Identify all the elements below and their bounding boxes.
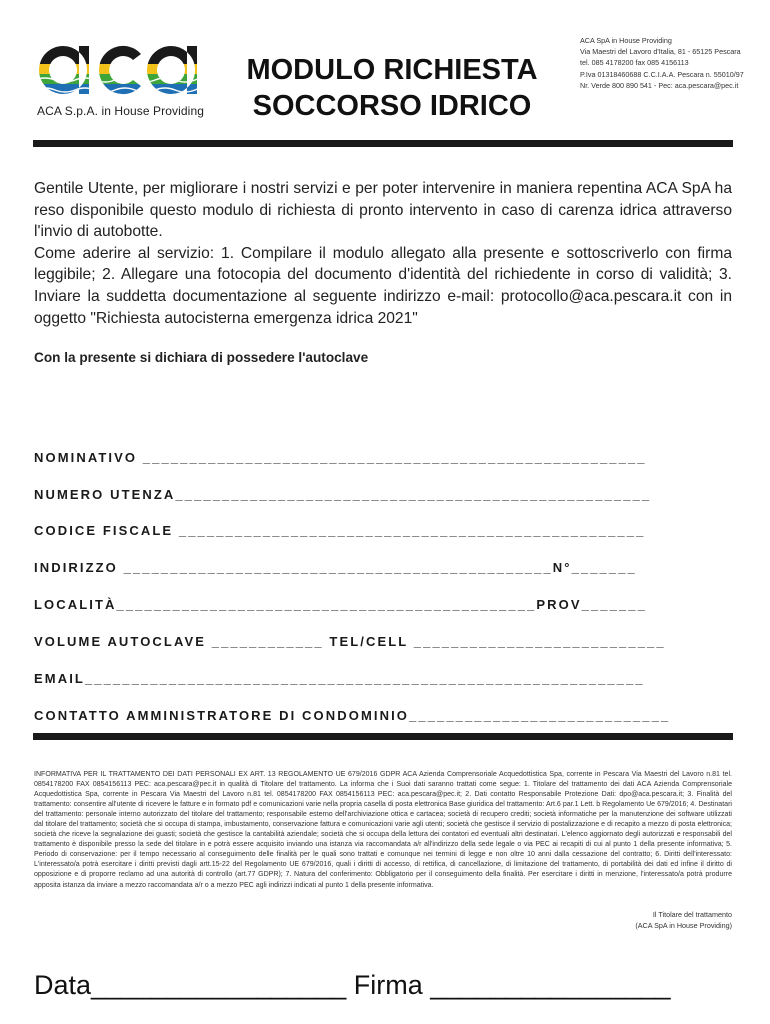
field-indirizzo[interactable]: INDIRIZZO ______________________________________________N°_______ — [34, 560, 637, 575]
company-line: Via Maestri del Lavoro d'Italia, 81 - 65125 Pescara — [580, 47, 741, 57]
logo-subtitle: ACA S.p.A. in House Providing — [37, 104, 204, 118]
field-nominativo[interactable]: NOMINATIVO ______________________________________________________ — [34, 450, 647, 465]
field-amministratore[interactable]: CONTATTO AMMINISTRATORE DI CONDOMINIO____________________________ — [34, 708, 671, 723]
field-numero-utenza[interactable]: NUMERO UTENZA___________________________________________________ — [34, 487, 652, 502]
divider-top — [33, 140, 733, 147]
company-line: ACA SpA in House Providing — [580, 36, 672, 45]
privacy-notice: INFORMATIVA PER IL TRATTAMENTO DEI DATI PERSONALI EX ART. 13 REGOLAMENTO UE 679/2016 GDPR ACA Azienda Comprensoriale Acquedottistica Spa, corrente in Pescara Via Maestri del Lavoro n.81 tel. 0854178200 FAX 0854156113 PEC: aca.pescara@pec.it in qualità di Titolare del trattamento. La informa che i Suoi dati saranno trattati come segue: 1. Titolare del trattamento dei dati ACA Azienda Comprensoriale Acquedottistica Spa, corrente in Pescara Via Maestri del Lavoro n.81 tel. 0854178200 FAX 0854156113 PEC: aca.pescara@pec.it; 2. Dati contatto Responsabile Protezione Dati: dpo@aca.pescara.it; 3. Finalità del trattamento: consentire all'utente di ricevere le fatture e in formato pdf e comunicazioni varie nella propria casella di posta elettronica Base giuridica del trattamento: Art.6 par.1 Lett. b Regolamento Ue 679/2016; 4. Destinatari del trattamento: personale interno autorizzato del titolare del trattamento; responsabile esterno dell'archiviazione ottica e cartacea; società di recupero crediti; società informatiche per la manutenzione dei software utilizzati dal titolare del trattamento; società che si occupa di stampa, imbustamento, conservazione fattura e comunicazioni varie agli utenti; società che gestisce il servizio di postalizzazione e di recapito a mezzo di posta elettronica; società che riceve la segnalazione dei guasti; società che gestisce la cantabilità aziendale; società che si occupa della lettura dei contatori ed eventuali altri destinatari. L'elenco aggiornato degli autorizzati e responsabili del trattamento è disponibile presso la sede del titolare in e potrà essere acquisito inviando una istanza via raccomandata a/r all'indirizzo della sede legale o via PEC ai recapiti di cui al punto 1 della presente informativa; 5. Periodo di conservazione: per il tempo necessario al conseguimento delle finalità per le quali sono trattati e comunque nei termini di legge e non oltre 10 anni dalla cessazione del contratto; 6. Diritti dell'interessato: L'interessato/a potrà esercitare i diritti previsti dagli artt.15-22 del Regolamento UE 679/2016, quali i diritti di accesso, di rettifica, di cancellazione, di limitazione del trattamento, di portabilità dei dati ed infine il diritto di opposizione e di proporre reclamo ad una autorità di controllo (art.77 GDPR); 7. Natura del conferimento: Obbligatorio per il conseguimento della finalità. Per esercitare i diritti in menzione, l'interessato/a potrà produrre apposita istanza da inviare a mezzo raccomandata a/r o a mezzo PEC agli indirizzi indicati al punto 1 della presente informativa. — [34, 771, 732, 889]
company-line: Nr. Verde 800 890 541 - Pec: aca.pescara@pec.it — [580, 80, 739, 90]
field-localita[interactable]: LOCALITÀ_____________________________________________PROV_______ — [34, 597, 647, 612]
field-volume-tel[interactable]: VOLUME AUTOCLAVE ____________ TEL/CELL ___________________________ — [34, 634, 666, 649]
aca-logo-graphic — [35, 30, 207, 104]
company-line: P.Iva 01318460688 C.C.I.A.A. Pescara n. 55010/97 — [580, 69, 744, 79]
company-line: tel. 085 4178200 fax 085 4156113 — [580, 58, 689, 68]
intro-text — [34, 178, 732, 329]
company-info — [580, 35, 744, 91]
privacy-signature-line: (ACA SpA in House Providing) — [635, 920, 732, 930]
intro-paragraph: Gentile Utente, per migliorare i nostri servizi e per poter intervenire in maniera repentina ACA SpA ha reso disponibile questo modulo di richiesta di pronto intervento in caso di carenza idrica attraverso l'invio di autobotte. — [34, 180, 732, 241]
page-title — [222, 52, 562, 124]
title-line-2: SOCCORSO IDRICO — [252, 90, 532, 122]
field-codice-fiscale[interactable]: CODICE FISCALE __________________________________________________ — [34, 523, 646, 538]
intro-instructions: Come aderire al servizio: 1. Compilare il modulo allegato alla presente e sottoscriverlo con firma leggibile; 2. Allegare una fotocopia del documento d'identità del richiedente in corso di validità; 3. Inviare la suddetta documentazione al seguente indirizzo e-mail: protocollo@aca.pescara.it con in oggetto "Richiesta autocisterna emergenza idrica 2021" — [34, 244, 732, 327]
title-line-1: MODULO RICHIESTA — [246, 54, 538, 86]
divider-middle — [33, 733, 733, 740]
date-signature-line[interactable]: Data_________________ Firma ________________ — [34, 970, 671, 1000]
declaration: Con la presente si dichiara di possedere l'autoclave — [34, 350, 369, 365]
field-email[interactable]: EMAIL____________________________________________________________ — [34, 671, 645, 686]
privacy-signature — [532, 910, 732, 931]
privacy-signature-line: Il Titolare del trattamento — [652, 910, 732, 919]
